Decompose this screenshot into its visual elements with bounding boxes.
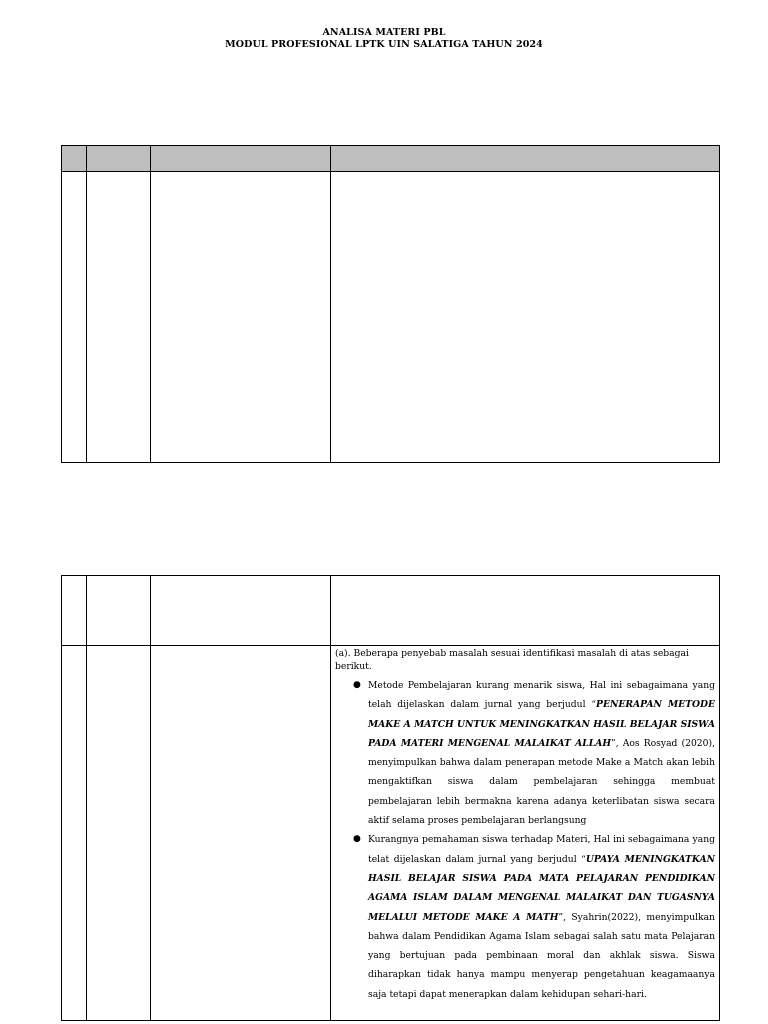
table-row: [62, 172, 720, 463]
bullet-icon: ●: [353, 834, 361, 845]
list-item: ● Kurangnya pemahaman siswa terhadap Materi, Hal ini sebagaimana yang telat dijelaskan dalam jurnal yang berjudul “UPAYA MENINGKATKAN HASIL BELAJAR SISWA PADA MATA PELAJARAN PENDIDIKAN AGAMA ISLAM DALAM MENGENAL MALAIKAT DAN TUGASNYA MELALUI METODE MAKE A MATH”, Syahrin(2022), menyimpulkan bahwa dalam Pendidikan Agama Islam sebagai salah satu mata Pelajaran yang bertujuan pada pembinaan moral dan akhlak siswa. Siswa diharapkan tidak hanya mampu menyerap pengetahuan keagamaanya saja tetapi dapat menerapkan dalam kehidupan sehari-hari.: [368, 830, 715, 1004]
table-row: [62, 576, 720, 646]
analysis-table-1: [61, 145, 720, 463]
cause-list: [335, 676, 715, 1004]
table-cell: [151, 172, 331, 463]
bullet-icon: ●: [353, 680, 361, 690]
title-line-1: ANALISA MATERI PBL: [322, 27, 446, 38]
header-cell: [62, 146, 87, 172]
table-cell: [87, 646, 151, 1021]
table-header-row: [62, 146, 720, 172]
header-cell: [87, 146, 151, 172]
table-cell: [62, 646, 87, 1021]
table-cell: [62, 576, 87, 646]
table-cell: [331, 172, 720, 463]
document-title: [0, 27, 768, 51]
table-cell: [87, 172, 151, 463]
title-line-2: MODUL PROFESIONAL LPTK UIN SALATIGA TAHUN 2024: [225, 39, 543, 50]
table-cell: [151, 646, 331, 1021]
intro-text: (a). Beberapa penyebab masalah sesuai identifikasi masalah di atas sebagai berikut.: [335, 648, 689, 672]
table-cell: [62, 172, 87, 463]
analysis-table-2: [61, 575, 720, 1021]
cause-analysis-cell: [331, 646, 720, 1021]
header-cell: [151, 146, 331, 172]
table-cell: [331, 576, 720, 646]
table-cell: [151, 576, 331, 646]
header-cell: [331, 146, 720, 172]
table-cell: [87, 576, 151, 646]
list-item: ● Metode Pembelajaran kurang menarik siswa, Hal ini sebagaimana yang telah dijelaskan dalam jurnal yang berjudul “PENERAPAN METODE MAKE A MATCH UNTUK MENINGKATKAN HASIL BELAJAR SISWA PADA MATERI MENGENAL MALAIKAT ALLAH”, Aos Rosyad (2020), menyimpulkan bahwa dalam penerapan metode Make a Match akan lebih mengaktifkan siswa dalam pembelajaran sehingga membuat pembelajaran lebih bermakna karena adanya keterlibatan siswa secara aktif selama proses pembelajaran berlangsung: [368, 676, 715, 830]
table-row: [62, 646, 720, 1021]
